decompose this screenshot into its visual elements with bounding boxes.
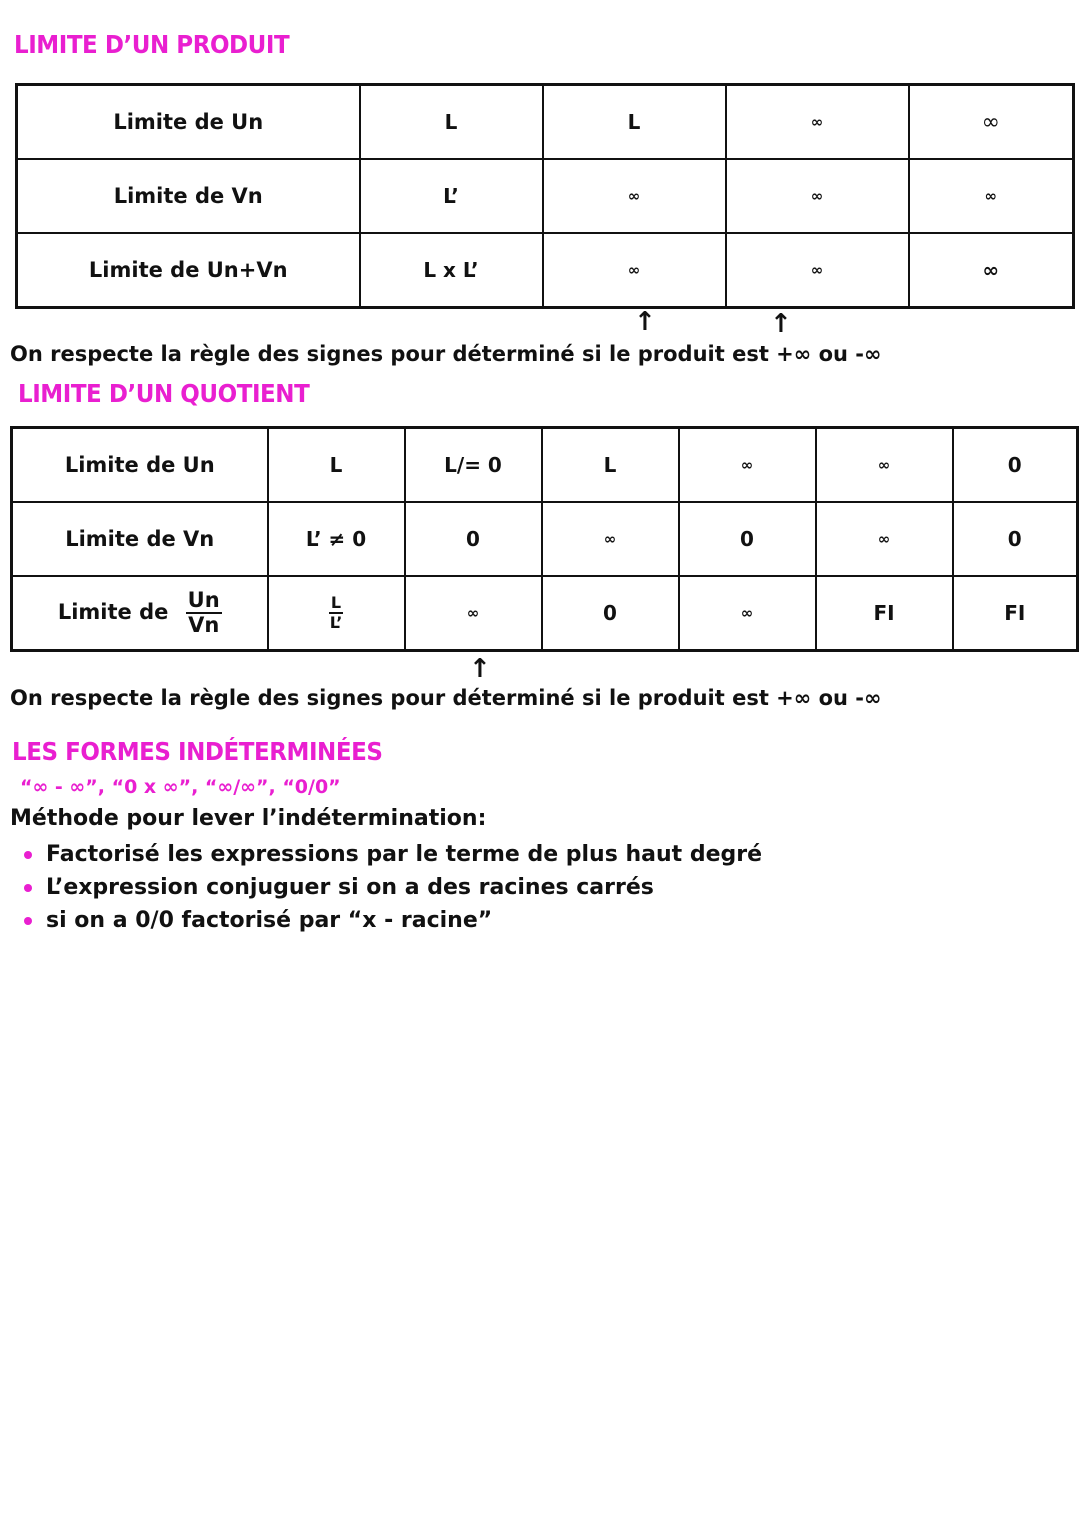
row-label-un: Limite de Un — [17, 85, 360, 160]
table-cell: L/= 0 — [405, 428, 542, 503]
table-cell: L’ ≠ 0 — [268, 502, 405, 576]
product-limits-table — [15, 83, 1075, 309]
table-row — [12, 428, 1078, 503]
table-cell: ∞ — [405, 576, 542, 651]
table-cell: ∞ — [816, 428, 953, 503]
row-label-prefix: Limite de — [57, 600, 169, 624]
table-cell: L’ — [360, 159, 543, 233]
row-label-vn: Limite de Vn — [12, 502, 268, 576]
row-label-un: Limite de Un — [12, 428, 268, 503]
table-cell: FI — [953, 576, 1078, 651]
quotient-limits-table — [10, 426, 1079, 652]
table-cell: L — [360, 85, 543, 160]
method-label: Méthode pour lever l’indétermination: — [10, 806, 487, 831]
bullet-icon — [24, 851, 32, 859]
quotient-sign-rule-note: On respecte la règle des signes pour déterminé si le produit est +∞ ou -∞ — [10, 686, 882, 710]
table-cell: ∞ — [909, 233, 1074, 308]
list-item-text: Factorisé les expressions par le terme de plus haut degré — [46, 842, 763, 867]
table-row — [17, 159, 1074, 233]
table-cell: L — [542, 428, 679, 503]
product-sign-rule-note: On respecte la règle des signes pour déterminé si le produit est +∞ ou -∞ — [10, 342, 882, 366]
table-cell: L — [268, 428, 405, 503]
indeterminate-section-title: LES FORMES INDÉTERMINÉES — [12, 737, 383, 766]
list-item — [20, 838, 762, 871]
row-label-vn: Limite de Vn — [17, 159, 360, 233]
table-row — [12, 502, 1078, 576]
table-cell: L — [543, 85, 726, 160]
fraction-numerator: L — [330, 593, 342, 612]
table-cell: ∞ — [679, 428, 816, 503]
bullet-icon — [24, 917, 32, 925]
table-cell — [268, 576, 405, 651]
table-cell: ∞ — [816, 502, 953, 576]
table-cell: ∞ — [679, 576, 816, 651]
table-cell: ∞ — [726, 233, 909, 308]
table-row — [12, 576, 1078, 651]
table-cell: ∞ — [543, 233, 726, 308]
table-cell: FI — [816, 576, 953, 651]
product-section-title: LIMITE D’UN PRODUIT — [14, 30, 290, 59]
table-row — [17, 233, 1074, 308]
bullet-icon — [24, 884, 32, 892]
table-cell: 0 — [542, 576, 679, 651]
un-over-vn-fraction — [186, 590, 222, 636]
list-item-text: si on a 0/0 factorisé par “x - racine” — [46, 908, 493, 933]
table-cell: L x L’ — [360, 233, 543, 308]
table-cell: ∞ — [726, 159, 909, 233]
l-over-lprime-fraction — [329, 595, 343, 631]
up-arrow-icon: ↑ — [770, 309, 792, 339]
table-cell: ∞ — [543, 159, 726, 233]
up-arrow-icon: ↑ — [469, 654, 491, 684]
table-cell: ∞ — [909, 159, 1074, 233]
fraction-numerator: Un — [187, 588, 220, 612]
table-cell: ∞ — [542, 502, 679, 576]
table-row — [17, 85, 1074, 160]
indeterminate-forms-list: “∞ - ∞”, “0 x ∞”, “∞/∞”, “0/0” — [20, 776, 341, 798]
up-arrow-icon: ↑ — [634, 307, 656, 337]
method-steps-list — [20, 838, 762, 937]
fraction-denominator: Vn — [188, 613, 220, 637]
table-cell: 0 — [953, 428, 1078, 503]
table-cell: ∞ — [909, 85, 1074, 160]
table-cell: 0 — [405, 502, 542, 576]
row-label-un-over-vn — [12, 576, 268, 651]
fraction-denominator: L’ — [329, 613, 343, 632]
table-cell: ∞ — [726, 85, 909, 160]
table-cell: 0 — [953, 502, 1078, 576]
list-item — [20, 904, 762, 937]
list-item-text: L’expression conjuguer si on a des racines carrés — [46, 875, 654, 900]
table-cell: 0 — [679, 502, 816, 576]
row-label-un-plus-vn: Limite de Un+Vn — [17, 233, 360, 308]
quotient-section-title: LIMITE D’UN QUOTIENT — [18, 379, 310, 408]
list-item — [20, 871, 762, 904]
